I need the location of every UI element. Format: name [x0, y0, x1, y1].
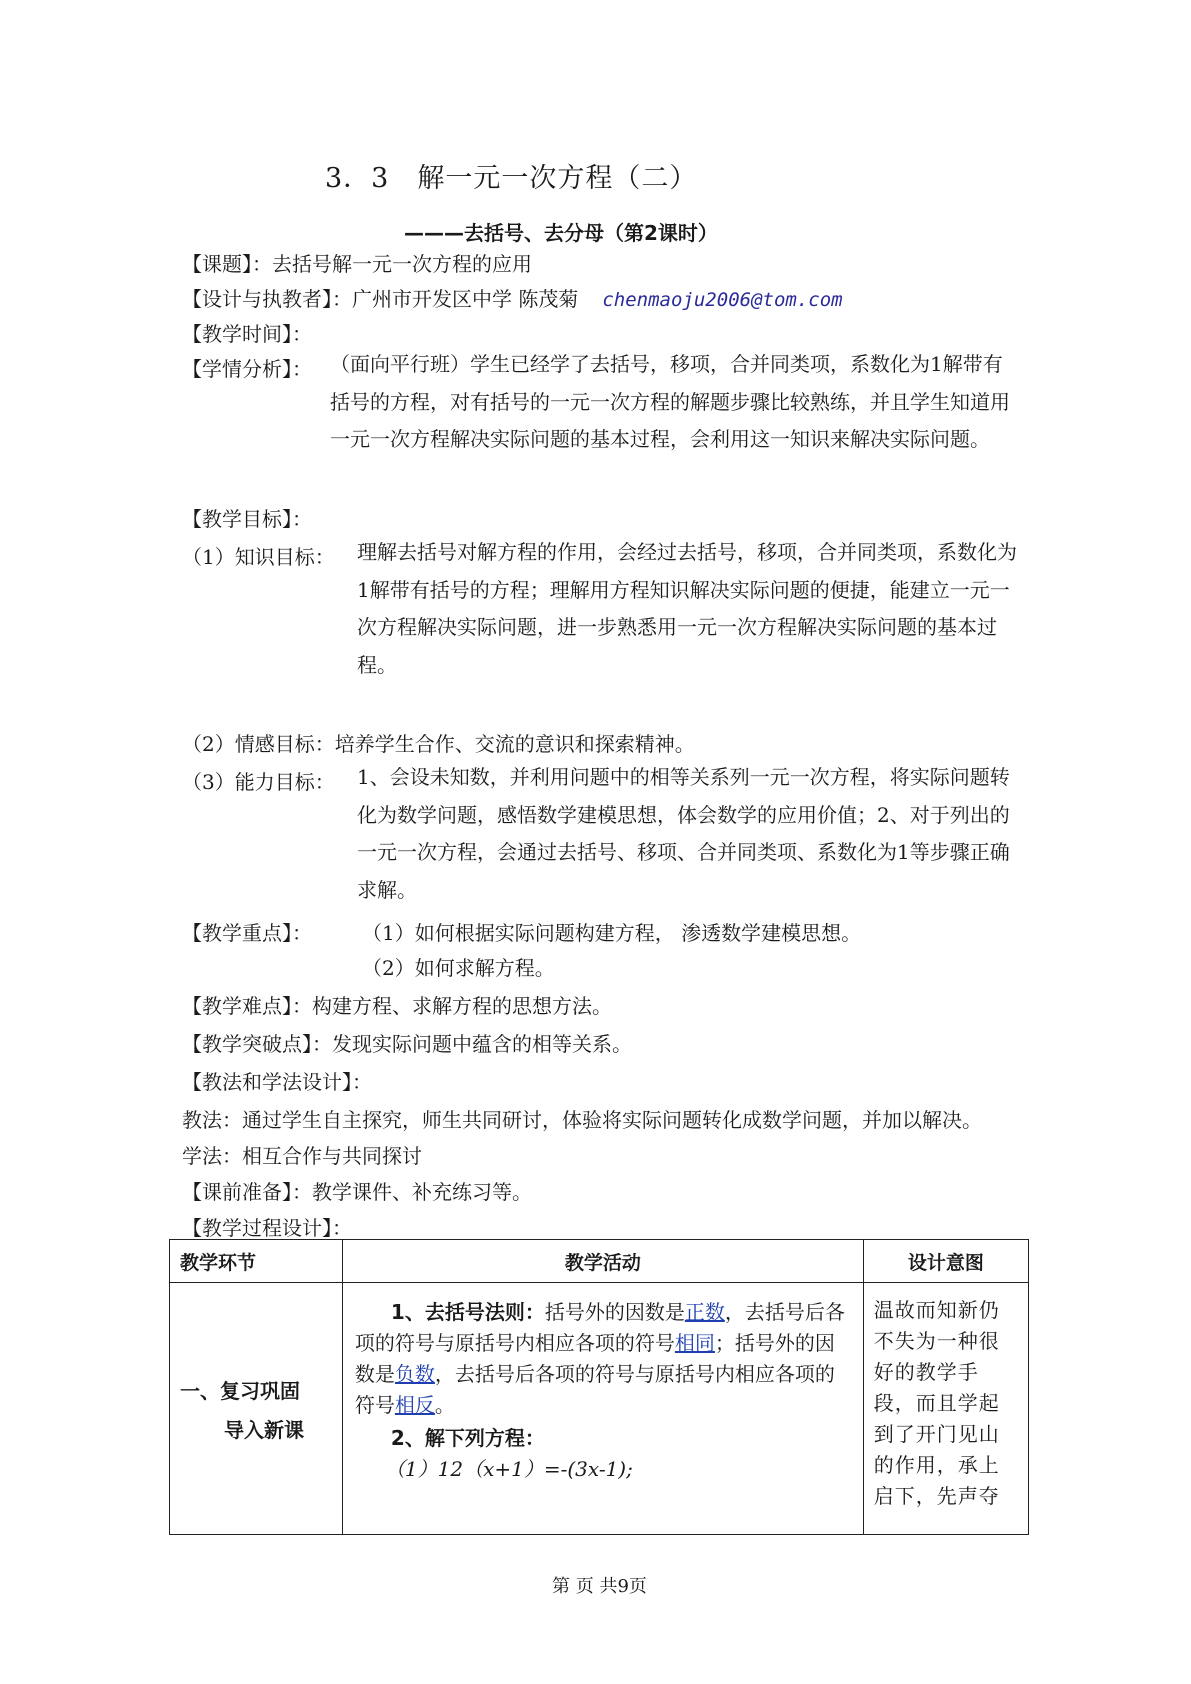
blank-opposite: 相反 [394, 1393, 435, 1417]
page-footer: 第 页 共9页 [552, 1576, 647, 1597]
solve-title: 2、解下列方程： [390, 1426, 545, 1450]
rule-text-1: 括号外的因数是 [544, 1300, 685, 1324]
header-activity: 教学活动 [342, 1240, 863, 1283]
rule-text-3: ；括号外的因数是 [354, 1331, 835, 1386]
blank-same: 相同 [674, 1331, 715, 1355]
key-point-1: （1）如何根据实际问题构建方程， 渗透数学建模思想。 [362, 921, 862, 945]
stage-line-2: 导入新课 [224, 1417, 304, 1442]
key-point-2: （2）如何求解方程。 [362, 956, 555, 980]
blank-negative: 负数 [394, 1362, 435, 1386]
analysis-text: （面向平行班）学生已经学了去括号，移项，合并同类项，系数化为1解带有括号的方程，对有括号的一元一次方程的解题步骤比较熟练，并且学生知道用一元一次方程解决实际问题的基本过程，会利用这一知识来解决实际问题。 [330, 352, 1010, 451]
page-subtitle: ———去括号、去分母（第2课时） [404, 221, 718, 245]
time-line: 【教学时间】： [182, 322, 312, 346]
learn-method-line: 学法：相互合作与共同探讨 [182, 1144, 422, 1168]
goal3-text: 1、会设未知数，并利用问题中的相等关系列一元一次方程，将实际问题转化为数学问题，感悟数学建模思想，体会数学的应用价值；2、对于列出的一元一次方程，会通过去括号、移项、合并同类项、系数化为1等步骤正确求解。 [357, 765, 1010, 902]
designer-text: 【设计与执教者】：广州市开发区中学 陈茂菊 [182, 287, 579, 311]
table-row [170, 1283, 1029, 1535]
goals-label: 【教学目标】： [182, 507, 312, 531]
goal1-text: 理解去括号对解方程的作用，会经过去括号，移项，合并同类项，系数化为1解带有括号的方程；理解用方程知识解决实际问题的便捷，能建立一元一次方程解决实际问题，进一步熟悉用一元一次方程解决实际问题的基本过程。 [357, 540, 1017, 677]
analysis-label: 【学情分析】： [182, 357, 312, 381]
prep-line: 【课前准备】：教学课件、补充练习等。 [182, 1180, 532, 1204]
blank-positive: 正数 [684, 1300, 725, 1324]
key-label: 【教学重点】： [182, 921, 312, 945]
activity-cell [342, 1283, 863, 1535]
stage-line-1: 一、复习巩固 [180, 1378, 300, 1403]
process-label: 【教学过程设计】： [182, 1216, 352, 1240]
stage-cell [170, 1283, 343, 1535]
rule-title: 1、去括号法则： [390, 1300, 545, 1324]
header-intent: 设计意图 [863, 1240, 1028, 1283]
method-label: 【教法和学法设计】： [182, 1070, 372, 1094]
goal1-label: （1）知识目标： [182, 545, 335, 569]
page-title: 3．3 解一元一次方程（二） [325, 163, 698, 194]
teach-method-line: 教法：通过学生自主探究，师生共同研讨，体验将实际问题转化成数学问题，并加以解决。 [182, 1108, 982, 1132]
table-header-row [170, 1240, 1029, 1283]
topic-line: 【课题】：去括号解一元一次方程的应用 [182, 252, 532, 276]
intent-cell: 温故而知新仍不失为一种很好的教学手段，而且学起到了开门见山的作用，承上启下，先声夺 [863, 1283, 1028, 1535]
header-stage: 教学环节 [170, 1240, 343, 1283]
email-link[interactable]: chenmaoju2006@tom.com [602, 289, 843, 311]
goal2-line: （2）情感目标：培养学生合作、交流的意识和探索精神。 [182, 732, 695, 756]
rule-text-5: 。 [434, 1393, 455, 1417]
rule-text-2: ，去括号后各项的符号与原括号内相应各项的符号 [354, 1300, 845, 1355]
rule-text-4: ，去括号后各项的符号与原括号内相应各项的符号 [354, 1362, 835, 1417]
process-table [169, 1239, 1029, 1535]
equation-1: （1）12（x+1）=-(3x-1); [384, 1457, 633, 1481]
difficulty-line: 【教学难点】：构建方程、求解方程的思想方法。 [182, 994, 612, 1018]
goal3-label: （3）能力目标： [182, 770, 335, 794]
breakthrough-line: 【教学突破点】：发现实际问题中蕴含的相等关系。 [182, 1032, 632, 1056]
rule-paragraph [355, 1297, 853, 1421]
designer-line [182, 283, 843, 312]
